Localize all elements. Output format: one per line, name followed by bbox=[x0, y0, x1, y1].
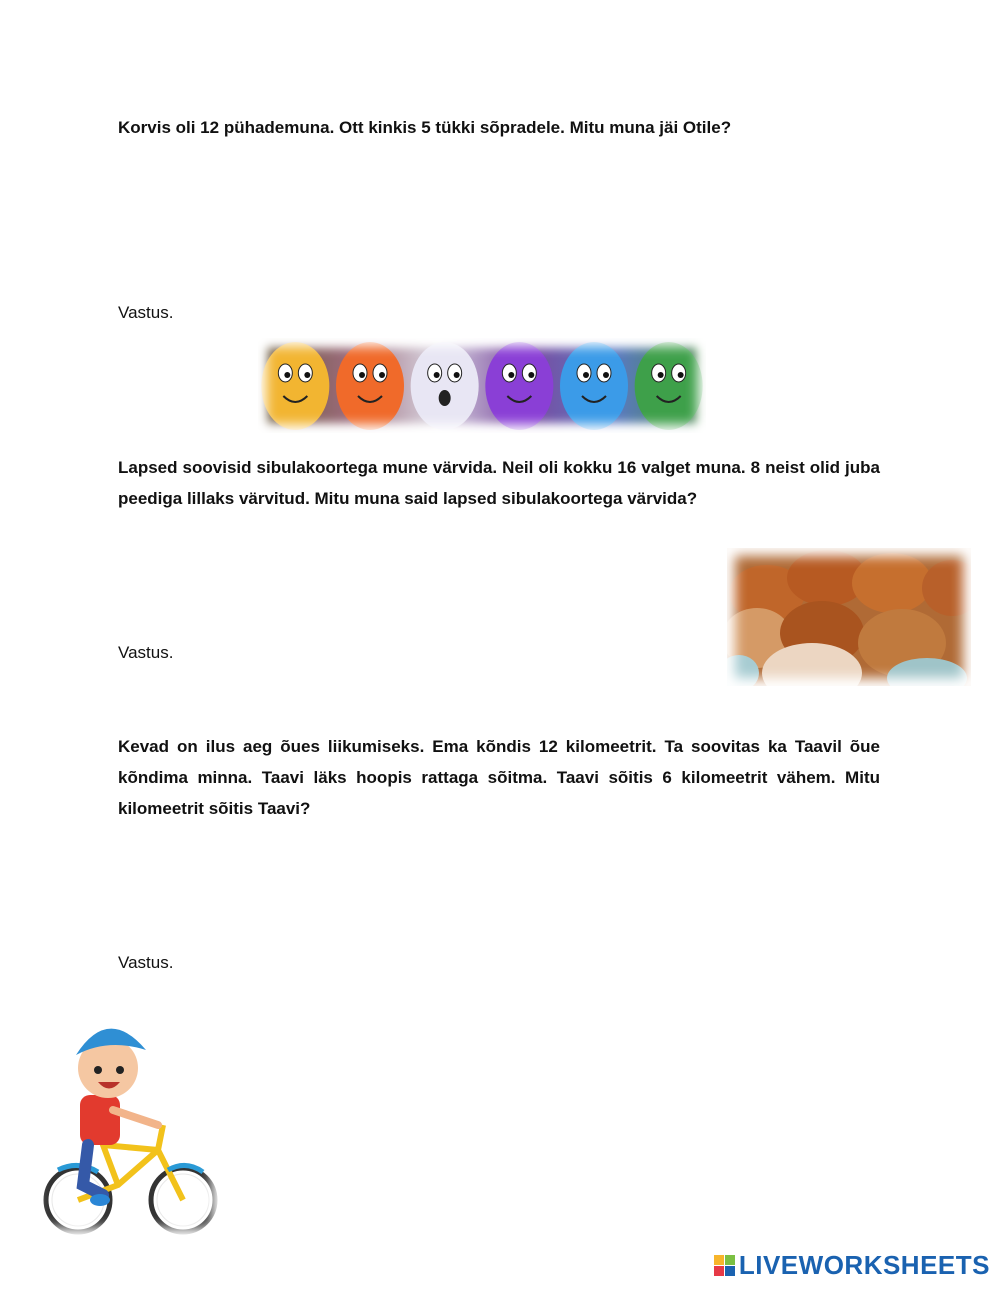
egg-mouth bbox=[657, 396, 681, 402]
egg-mouth bbox=[507, 396, 531, 402]
egg-eye bbox=[597, 364, 611, 382]
egg-eye bbox=[428, 364, 442, 382]
egg-eye bbox=[522, 364, 536, 382]
egg-pupil bbox=[528, 372, 534, 378]
egg-eye bbox=[652, 364, 666, 382]
egg-eye bbox=[672, 364, 686, 382]
onion-eggs-svg bbox=[727, 548, 971, 686]
onion-dyed-eggs-image bbox=[727, 548, 971, 686]
egg-1 bbox=[261, 342, 329, 430]
egg-pupil bbox=[284, 372, 290, 378]
egg-pupil bbox=[359, 372, 365, 378]
egg-eye bbox=[448, 364, 462, 382]
egg-pupil bbox=[434, 372, 440, 378]
egg-eye bbox=[353, 364, 367, 382]
logo-text: LIVEWORKSHEETS bbox=[738, 1250, 990, 1280]
question-2-text: Lapsed soovisid sibulakoortega mune värvida. Neil oli kokku 16 valget muna. 8 neist olid juba peediga lillaks värvitud. Mitu muna said lapsed sibulakoortega värvida? bbox=[118, 458, 880, 508]
question-3-answer-label: Vastus. bbox=[118, 953, 174, 972]
egg-pupil bbox=[603, 372, 609, 378]
egg-mouth bbox=[358, 396, 382, 402]
question-1-text: Korvis oli 12 pühademuna. Ott kinkis 5 tükki sõpradele. Mitu muna jäi Otile? bbox=[118, 118, 732, 137]
question-1-answer-label: Vastus. bbox=[118, 303, 174, 322]
egg-mouth bbox=[440, 391, 450, 405]
egg-eye bbox=[278, 364, 292, 382]
egg-eye bbox=[577, 364, 591, 382]
egg-mouth bbox=[283, 396, 307, 402]
egg-pupil bbox=[678, 372, 684, 378]
colorful-eggs-image bbox=[258, 338, 706, 433]
egg-mouth bbox=[582, 396, 606, 402]
egg-eye bbox=[373, 364, 387, 382]
egg-pupil bbox=[454, 372, 460, 378]
egg-4 bbox=[485, 342, 553, 430]
liveworksheets-logo bbox=[714, 1250, 990, 1281]
egg-pupil bbox=[379, 372, 385, 378]
egg-pupil bbox=[508, 372, 514, 378]
egg-3 bbox=[411, 342, 479, 430]
egg-2 bbox=[336, 342, 404, 430]
egg-pupil bbox=[658, 372, 664, 378]
question-3-text: Kevad on ilus aeg õues liikumiseks. Ema kõndis 12 kilomeetrit. Ta soovitas ka Taavil õue kõndima minna. Taavi läks hoopis rattaga sõitma. Taavi sõitis 6 kilomeetrit vähem. Mitu kilomeetrit sõitis Taavi? bbox=[118, 737, 880, 818]
question-2-answer-label: Vastus. bbox=[118, 643, 174, 662]
egg-pupil bbox=[304, 372, 310, 378]
logo-blocks-icon bbox=[714, 1255, 735, 1276]
egg-6 bbox=[635, 342, 703, 430]
egg-pupil bbox=[583, 372, 589, 378]
egg-eye bbox=[502, 364, 516, 382]
egg-5 bbox=[560, 342, 628, 430]
bicycle-svg bbox=[28, 1000, 220, 1236]
egg-eye bbox=[298, 364, 312, 382]
boy-on-bicycle-image bbox=[28, 1000, 220, 1236]
eggs-svg bbox=[258, 338, 706, 433]
